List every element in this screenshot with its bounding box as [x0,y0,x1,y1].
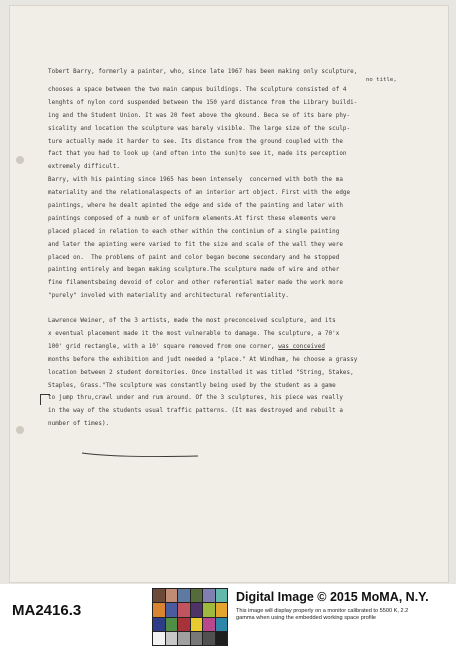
underlined-phrase: was conceived [278,343,325,350]
text-line: fact that you had to look up (and often into the sun)to see it, made its perception [48,151,347,158]
text-line: Barry, with his painting since 1965 has been intensely concerned with both the ma [48,177,343,184]
notice-line: gamma when using the embedded working space profile [236,615,376,621]
color-patch [216,632,228,645]
color-patch [178,618,190,631]
document-body [48,68,426,431]
text-span: 100' grid rectangle, with a 10' square removed from one corner, [48,343,279,350]
copyright-heading: Digital Image © 2015 MoMA, N.Y. [236,590,429,604]
paragraph-3 [48,315,426,431]
color-patch [153,589,165,602]
color-patch [191,603,203,616]
color-patch [153,632,165,645]
handwritten-underline-stroke [80,451,200,459]
text-line: paintings composed of a numb er of uniform elements.At first these elements were [48,215,336,222]
text-line: number of times). [48,421,110,428]
color-patch [153,618,165,631]
text-line: location between 2 student dormitories. Once installed it was titled "String, Stakes, [48,369,354,376]
color-patch [153,603,165,616]
color-patch [178,603,190,616]
text-line: "purely" involed with materiality and architectural referentiality. [48,293,289,300]
color-patch [191,589,203,602]
text-line: placed on. The problems of paint and color began become secondary and he stopped [48,254,340,261]
accession-number: MA2416.3 [12,602,82,619]
text-line: ture actually made it harder to see. Its distance from the ground coupled with the [48,138,343,145]
text-line: chooses a space between the two main campus buildings. The sculpture consisted of 4 [48,87,347,93]
text-line: Staples, Grass."The sculpture was constantly being used by the student as a game [48,382,336,389]
color-patch [203,618,215,631]
color-patch [166,603,178,616]
text-line: ing and the Student Union. It was 20 feet above the gkound. Beca se of its bare phy- [48,112,351,119]
text-line [48,341,426,354]
color-patch [166,589,178,602]
text-line: paintings, where he dealt apinted the edge and side of the painting and later with [48,203,343,210]
color-patch [216,603,228,616]
color-patch [203,603,215,616]
text-line: extremely difficult. [48,164,120,171]
paragraph-1 [48,68,426,174]
color-patch [203,632,215,645]
paragraph-2 [48,174,426,303]
text-line: in the way of the students usual traffic patterns. (It mas destroyed and rebuilt a [48,408,343,415]
color-patch [166,618,178,631]
punch-hole [16,426,24,434]
text-line: lenghts of nylon cord suspended between the 150 yard distance from the Library buildi- [48,99,358,106]
text-line: materiality and the relationalaspects of an interior art object. First with the edge [48,190,351,197]
color-patch [203,589,215,602]
color-patch [216,618,228,631]
color-patch [178,632,190,645]
color-patch [216,589,228,602]
punch-hole [16,156,24,164]
text-line: painting entirely and began making sculpture.The sculpture made of wire and other [48,267,340,274]
text-line: x eventual placement made it the most vulnerable to damage. The sculpture, a 70'x [48,331,340,338]
color-patch [191,632,203,645]
text-line: months before the exhibition and judt needed a "place." At Windham, he choose a grassy [48,356,358,363]
color-patch [178,589,190,602]
text-line: Tobert Barry, formerly a painter, who, since late 1967 has been making only sculpture, [48,69,358,75]
color-patch [191,618,203,631]
text-line: sicality and location the sculpture was barely visible. The large size of the sculp- [48,125,351,132]
text-line: and later the apinting were varied to fit the size and scale of the wall they were [48,241,343,248]
calibration-notice [236,608,454,622]
text-line: Lawrence Weiner, of the 3 artists, made the most preconceived sculpture, and its [48,318,336,325]
color-patch [166,632,178,645]
notice-line: This image will display properly on a monitor calibrated to 5500 K, 2.2 [236,608,409,614]
text-line: fine filamentsbeing devoid of color and other referential mater made the work more [48,280,343,287]
archive-footer [0,584,456,650]
color-calibration-card [152,588,228,646]
handwritten-insert: no title, [366,77,397,83]
paragraph-bracket-mark [40,394,50,405]
text-line: to jump thru,crawl under and rum around. Of the 3 sculptures, his piece was really [48,395,343,402]
text-line: placed placed in relation to each other within the continium of a single painting [48,228,340,235]
paragraph-gap [48,303,426,315]
